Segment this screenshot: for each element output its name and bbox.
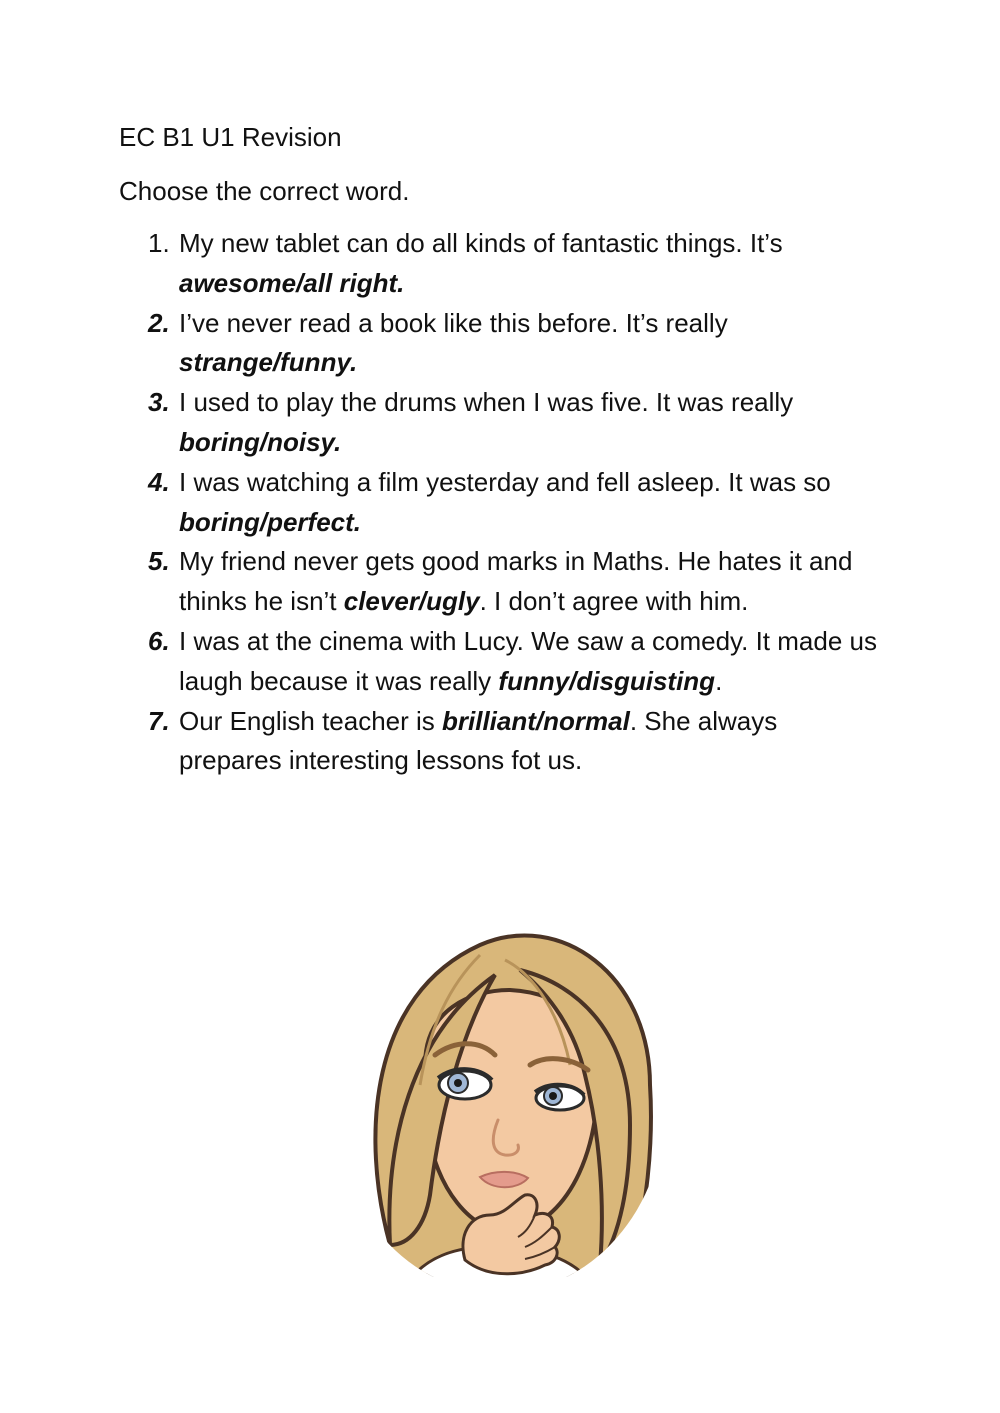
answer-options: funny/disguisting	[498, 665, 716, 696]
answer-options: brilliant/normal	[442, 705, 630, 736]
question-number: 4.	[148, 466, 170, 497]
question-number: 1.	[148, 228, 170, 258]
question-text: I used to play the drums when I was five. It was really	[179, 387, 794, 418]
question-item-6	[148, 622, 878, 702]
question-text: My new tablet can do all kinds of fantastic things. It’s	[179, 228, 783, 258]
question-text-end: . I don’t agree with him.	[479, 586, 749, 617]
answer-options: strange/funny.	[179, 347, 358, 378]
instruction-text: Choose the correct word.	[119, 176, 410, 206]
worksheet-title: EC B1 U1 Revision	[119, 122, 342, 152]
question-text: I was watching a film yesterday and fell asleep. It was so	[179, 466, 831, 497]
question-number: 7.	[148, 705, 170, 736]
answer-options: boring/perfect.	[179, 506, 362, 537]
question-text: I’ve never read a book like this before. It’s really	[179, 307, 728, 338]
question-text: Our English teacher is	[179, 705, 443, 736]
question-item-4	[148, 463, 878, 543]
answer-options: clever/ugly	[343, 586, 480, 617]
question-item-7	[148, 702, 878, 782]
question-text-end: . She always prepares interesting lessons fot us.	[179, 705, 778, 776]
question-item-5	[148, 542, 878, 622]
question-item-3	[148, 383, 878, 463]
girl-avatar-icon	[330, 915, 670, 1295]
question-text: My friend never gets good marks in Maths. He hates it and thinks he isn’t	[179, 546, 853, 617]
answer-options: boring/noisy.	[179, 426, 342, 457]
question-text: I was at the cinema with Lucy. We saw a comedy. It made us laugh because it was really	[179, 625, 877, 696]
question-number: 5.	[148, 546, 170, 577]
question-list	[148, 224, 878, 781]
question-number: 2.	[148, 307, 170, 338]
answer-options: awesome/all right.	[179, 267, 405, 298]
question-item-2	[148, 304, 878, 384]
question-item-1	[148, 224, 878, 304]
question-text-end: .	[715, 665, 723, 696]
question-number: 6.	[148, 625, 170, 656]
question-number: 3.	[148, 387, 170, 418]
